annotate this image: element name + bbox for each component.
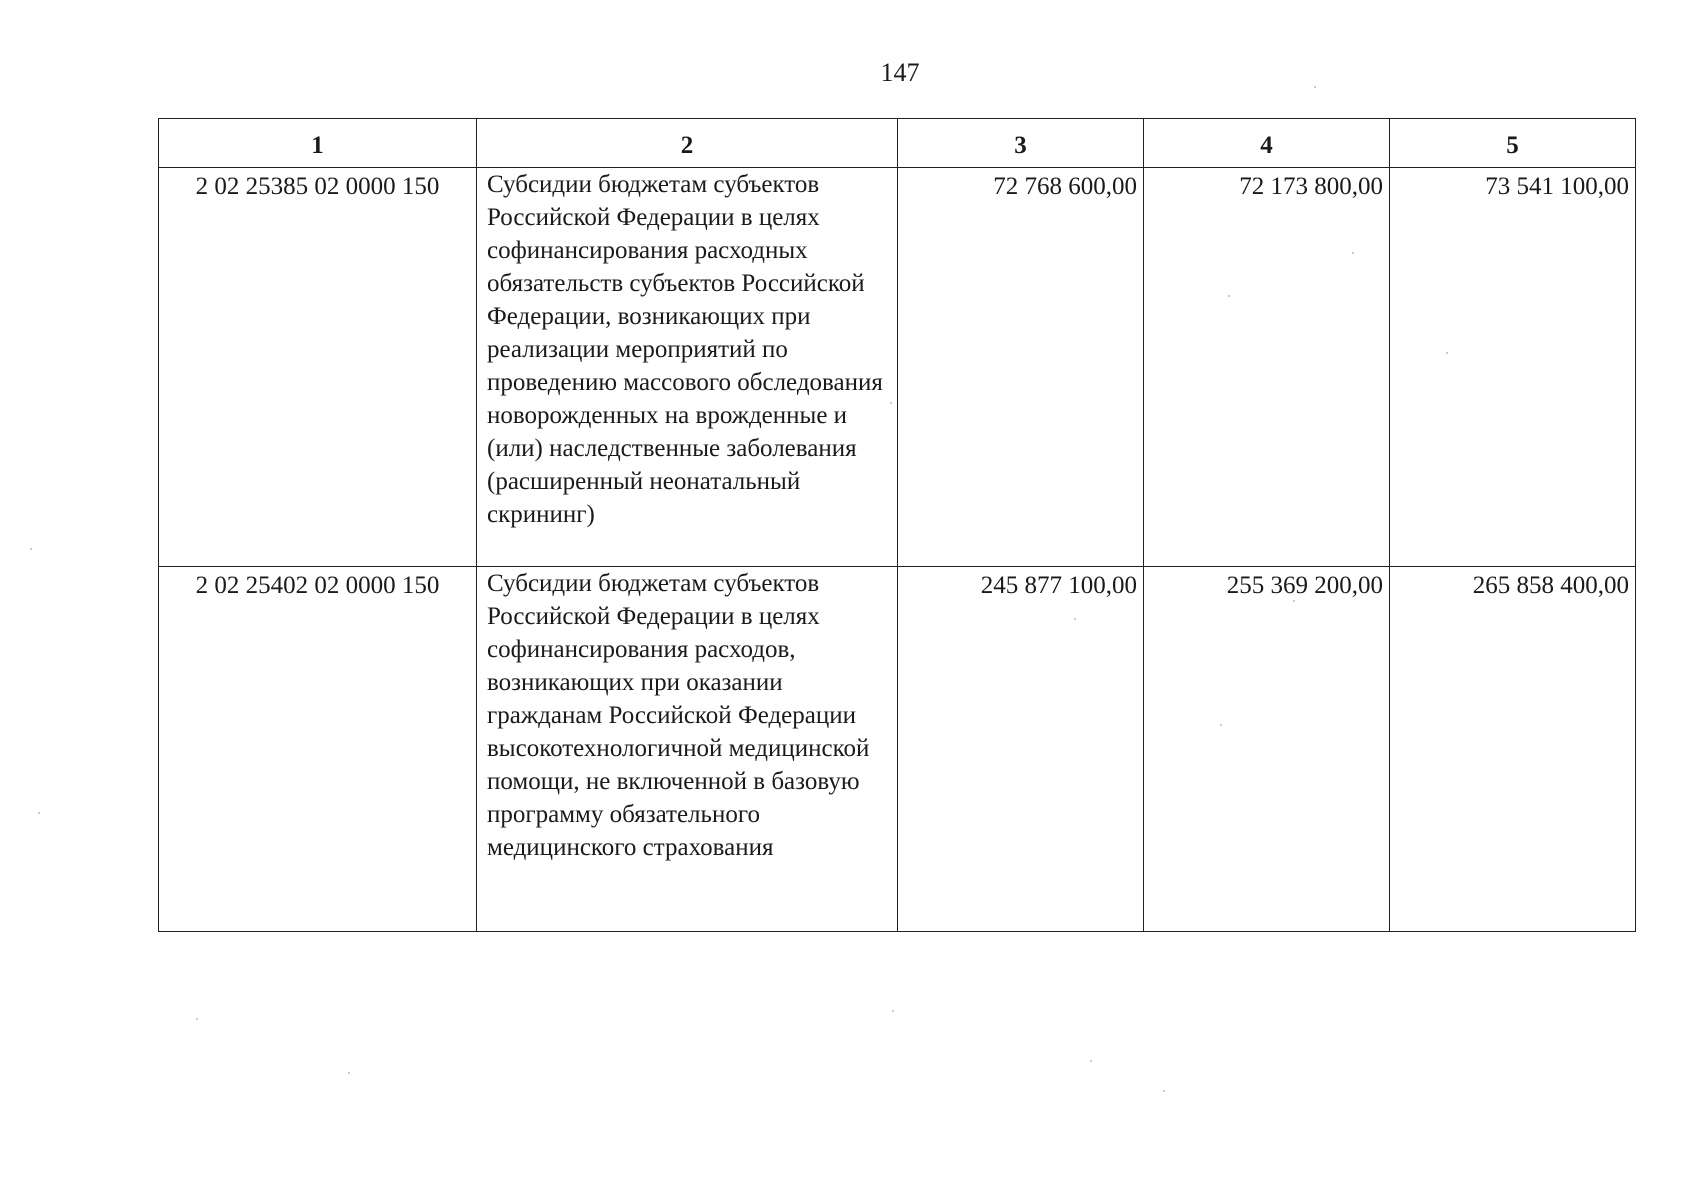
table-row [159, 567, 1636, 932]
amount-col5-cell: 265 858 400,00 [1390, 567, 1636, 932]
budget-code-cell: 2 02 25385 02 0000 150 [159, 168, 477, 567]
header-col-2: 2 [477, 119, 898, 168]
scan-speck [1293, 600, 1295, 602]
table-row [159, 168, 1636, 567]
scan-speck [30, 548, 32, 550]
scan-speck [1163, 1090, 1165, 1092]
amount-col4-cell: 72 173 800,00 [1144, 168, 1390, 567]
description-cell: Субсидии бюджетам субъектов Российской Федерации в целях софинансирования расходных обязательств субъектов Российской Федерации, возникающих при реализации мероприятий по проведению массового обследования новорожденных на врожденные и (или) наследственные заболевания (расширенный неонатальный скрининг) [477, 168, 898, 567]
header-col-5: 5 [1390, 119, 1636, 168]
scan-speck [1074, 618, 1076, 620]
table-header-row [159, 119, 1636, 168]
scan-speck [1228, 295, 1230, 297]
page-number: 147 [880, 58, 920, 87]
budget-code-cell: 2 02 25402 02 0000 150 [159, 567, 477, 932]
scan-speck [1220, 724, 1222, 726]
scan-speck [348, 1072, 350, 1074]
amount-col5-cell: 73 541 100,00 [1390, 168, 1636, 567]
header-col-4: 4 [1144, 119, 1390, 168]
scan-speck [196, 1018, 198, 1020]
scan-speck [1446, 352, 1448, 354]
scan-speck [890, 402, 892, 404]
description-cell: Субсидии бюджетам субъектов Российской Федерации в целях софинансирования расходов, возникающих при оказании гражданам Российской Федерации высокотехнологичной медицинской помощи, не включенной в базовую программу обязательного медицинского страхования [477, 567, 898, 932]
scan-speck [1352, 252, 1354, 254]
amount-col3-cell: 72 768 600,00 [898, 168, 1144, 567]
scan-speck [1314, 86, 1316, 88]
amount-col3-cell: 245 877 100,00 [898, 567, 1144, 932]
scan-speck [1090, 1060, 1092, 1062]
header-col-3: 3 [898, 119, 1144, 168]
scan-speck [892, 1010, 894, 1012]
amount-col4-cell: 255 369 200,00 [1144, 567, 1390, 932]
budget-table [158, 118, 1636, 932]
header-col-1: 1 [159, 119, 477, 168]
scan-speck [38, 812, 40, 814]
